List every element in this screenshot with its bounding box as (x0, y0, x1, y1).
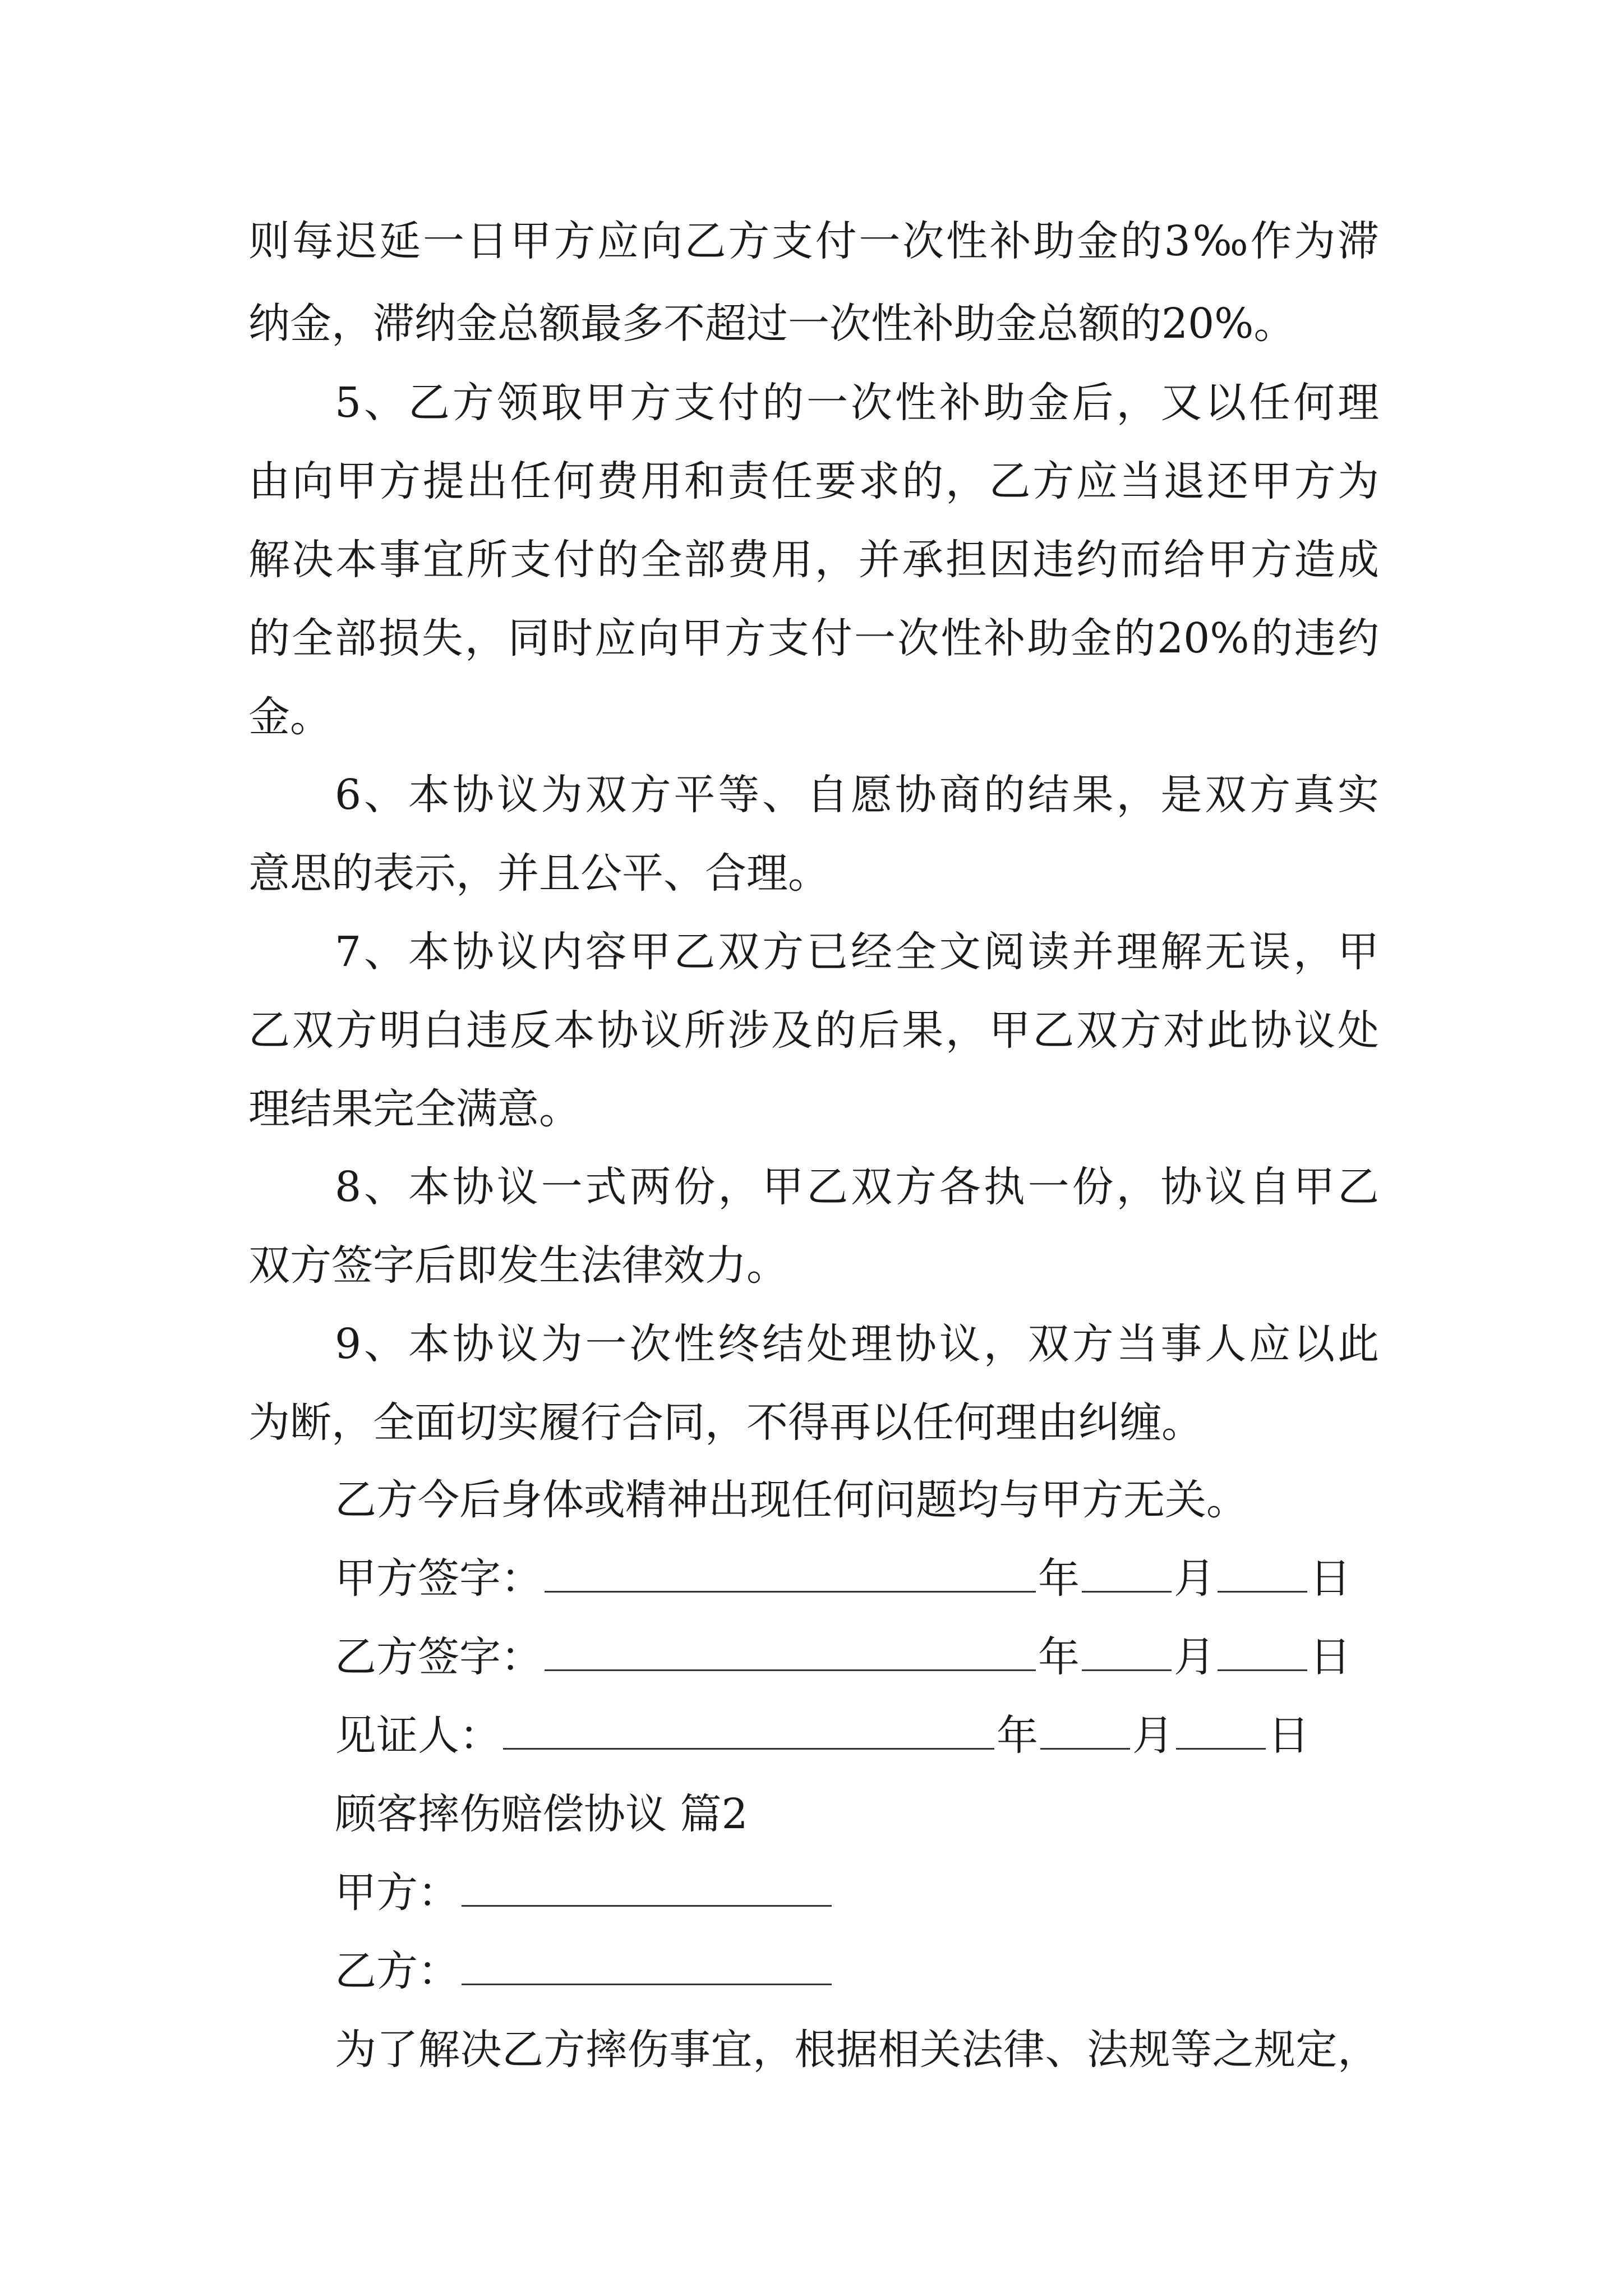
year-label: 年 (997, 1711, 1038, 1760)
preamble-line: 为了解决乙方摔伤事宜，根据相关法律、法规等之规定， (335, 2026, 1379, 2074)
signature-blank[interactable] (545, 1636, 1036, 1671)
month-blank[interactable] (1040, 1714, 1130, 1750)
signature-label: 乙方签字： (335, 1633, 542, 1681)
paragraph-line: 由向甲方提出任何费用和责任要求的，乙方应当退还甲方为 (248, 457, 1379, 505)
paragraph-line: 双方签字后即发生法律效力。 (248, 1241, 788, 1290)
day-label: 日 (1310, 1633, 1351, 1681)
clause-5-line: 5、乙方领取甲方支付的一次性补助金后，又以任何理 (335, 379, 1379, 427)
section-title: 顾客摔伤赔偿协议 篇2 (335, 1790, 748, 1838)
disclaimer-line: 乙方今后身体或精神出现任何问题均与甲方无关。 (335, 1476, 1248, 1524)
day-blank[interactable] (1218, 1557, 1307, 1593)
day-blank[interactable] (1176, 1714, 1266, 1750)
paragraph-line: 为断，全面切实履行合同，不得再以任何理由纠缠。 (248, 1398, 1203, 1447)
party-b-row (335, 1944, 834, 1998)
party-a-blank[interactable] (462, 1871, 832, 1907)
year-label: 年 (1038, 1633, 1080, 1681)
day-label: 日 (1268, 1711, 1310, 1760)
party-a-signature-row (335, 1552, 1351, 1605)
clause-7-line: 7、本协议内容甲乙双方已经全文阅读并理解无误，甲 (335, 928, 1379, 976)
party-b-label: 乙方： (335, 1947, 459, 1995)
paragraph-line: 解决本事宜所支付的全部费用，并承担因违约而给甲方造成 (248, 536, 1379, 584)
day-blank[interactable] (1218, 1636, 1307, 1671)
month-label: 月 (1174, 1554, 1215, 1603)
paragraph-line: 金。 (248, 693, 331, 741)
month-label: 月 (1132, 1711, 1174, 1760)
month-blank[interactable] (1082, 1636, 1172, 1671)
party-a-row (335, 1866, 834, 1920)
paragraph-line: 乙双方明白违反本协议所涉及的后果，甲乙双方对此协议处 (248, 1006, 1379, 1055)
day-label: 日 (1310, 1554, 1351, 1603)
party-a-label: 甲方： (335, 1869, 459, 1917)
paragraph-line: 则每迟延一日甲方应向乙方支付一次性补助金的3‰作为滞 (248, 217, 1379, 265)
party-b-blank[interactable] (462, 1950, 832, 1985)
witness-signature-row (335, 1709, 1310, 1763)
signature-blank[interactable] (545, 1557, 1036, 1593)
clause-9-line: 9、本协议为一次性终结处理协议，双方当事人应以此 (335, 1320, 1379, 1368)
party-b-signature-row (335, 1630, 1351, 1684)
clause-6-line: 6、本协议为双方平等、自愿协商的结果，是双方真实 (335, 771, 1379, 819)
month-label: 月 (1174, 1633, 1215, 1681)
clause-8-line: 8、本协议一式两份，甲乙双方各执一份，协议自甲乙 (335, 1163, 1379, 1211)
year-label: 年 (1038, 1554, 1080, 1603)
paragraph-line: 的全部损失，同时应向甲方支付一次性补助金的20%的违约 (248, 614, 1379, 662)
signature-label: 甲方签字： (335, 1554, 542, 1603)
paragraph-line: 意思的表示，并且公平、合理。 (248, 849, 829, 898)
paragraph-line: 理结果完全满意。 (248, 1085, 580, 1133)
signature-blank[interactable] (503, 1714, 994, 1750)
paragraph-line: 纳金，滞纳金总额最多不超过一次性补助金总额的20%。 (248, 300, 1295, 348)
month-blank[interactable] (1082, 1557, 1172, 1593)
signature-label: 见证人： (335, 1711, 501, 1760)
